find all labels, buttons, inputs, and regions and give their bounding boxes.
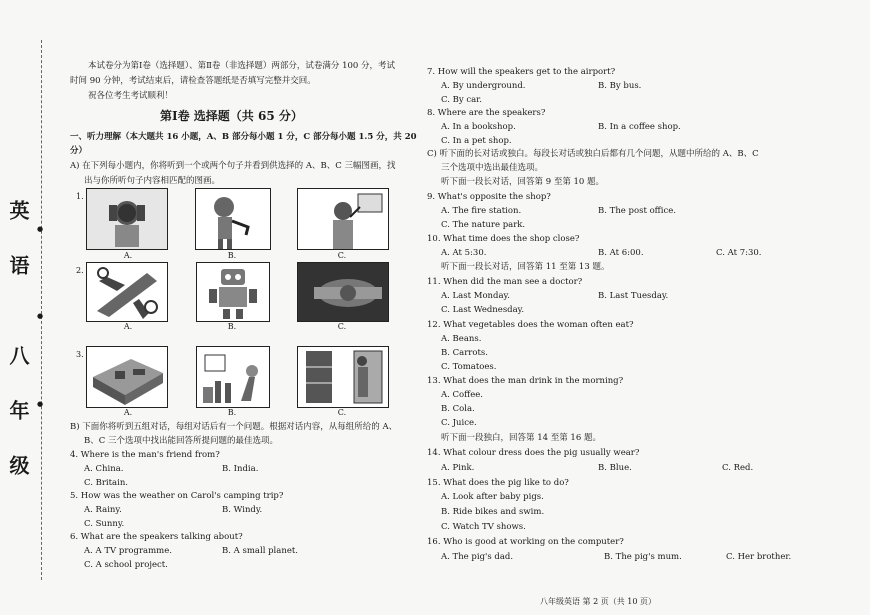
option-a[interactable]: A. A TV programme. [84,546,172,556]
intro-line: 时间 90 分钟，考试结束后，请检查答题纸是否填写完整并交回。 [70,76,316,86]
picture-row-number: 2. [76,266,84,275]
option-c[interactable]: C. A school project. [84,560,168,570]
question-stem: 9. What's opposite the shop? [427,192,551,202]
question-stem: 5. How was the weather on Carol's camping trip? [70,491,284,501]
part-a-instruction: A) 在下列每小题内，你将听到一个或两个句子并看到供选择的 A、B、C 三幅图画，找 [70,161,396,171]
binding-line [41,40,42,580]
option-a[interactable]: A. By underground. [441,81,526,91]
option-a[interactable]: A. China. [84,464,124,474]
option-a[interactable]: A. Rainy. [84,505,122,515]
question-stem: 14. What colour dress does the pig usually wear? [427,448,640,458]
part-a-instruction: 出与你所听句子内容相匹配的图画。 [84,176,221,186]
option-c[interactable]: C. By car. [441,95,483,105]
option-c[interactable]: C. Her brother. [726,552,792,562]
part-b-instruction: B、C 三个选项中找出能回答所提问题的最佳选项。 [84,436,278,446]
option-b[interactable]: B. At 6:00. [598,248,644,258]
room-model-icon[interactable] [86,346,168,408]
option-b[interactable]: B. Cola. [441,404,475,414]
question-stem: 12. What vegetables does the woman often eat? [427,320,634,330]
question-stem: 8. Where are the speakers? [427,108,546,118]
option-b[interactable]: B. The post office. [598,206,676,216]
picture-label: B. [227,322,237,331]
intro-line: 祝各位考生考试顺利！ [88,91,174,101]
option-b[interactable]: B. The pig's mum. [604,552,682,562]
option-c[interactable]: C. The nature park. [441,220,526,230]
option-a[interactable]: A. The fire station. [441,206,522,216]
option-a[interactable]: A. Pink. [441,463,475,473]
option-b[interactable]: B. India. [222,464,259,474]
grade-label: 八 年 级 [6,345,30,489]
picture-label: C. [337,408,347,417]
part1-heading: 一、听力理解（本大题共 16 小题，A、B 部分每小题 1 分，C 部分每小题 1.5 分，共 20 [70,132,417,142]
shelf-and-door-icon[interactable] [297,346,389,408]
option-a[interactable]: A. Beans. [441,334,482,344]
option-c[interactable]: C. Watch TV shows. [441,522,526,532]
page-footer: 八年级英语 第 2 页（共 10 页） [540,597,656,606]
option-c[interactable]: C. Tomatoes. [441,362,497,372]
section-title: 第Ⅰ卷 选择题（共 65 分） [160,109,303,123]
science-lab-icon[interactable] [196,346,270,408]
listening-note: 听下面一段长对话，回答第 11 至第 13 题。 [441,262,610,272]
man-with-toothbrush-icon[interactable] [297,188,389,250]
robot-icon[interactable] [196,262,270,322]
option-b[interactable]: B. Blue. [598,463,632,473]
stomachache-boy-icon[interactable] [195,188,271,250]
headache-boy-icon[interactable] [86,188,168,250]
question-stem: 11. When did the man see a doctor? [427,277,583,287]
binding-mark: ● [37,225,44,233]
option-c[interactable]: C. Britain. [84,478,129,488]
option-a[interactable]: A. Coffee. [441,390,483,400]
option-b[interactable]: B. Ride bikes and swim. [441,507,545,517]
option-b[interactable]: B. Windy. [222,505,263,515]
intro-line: 本试卷分为第Ⅰ卷（选择题）、第Ⅱ卷（非选择题）两部分，试卷满分 100 分，考试 [88,61,396,71]
option-c[interactable]: C. Last Wednesday. [441,305,525,315]
option-a[interactable]: A. In a bookshop. [441,122,516,132]
picture-label: C. [337,251,347,260]
picture-label: A. [123,322,133,331]
picture-row-number: 3. [76,350,84,359]
listening-note: 听下面一段独白，回答第 14 至第 16 题。 [441,433,601,443]
listening-note: 听下面一段长对话，回答第 9 至第 10 题。 [441,177,605,187]
question-stem: 7. How will the speakers get to the airport? [427,67,616,77]
option-b[interactable]: B. A small planet. [222,546,298,556]
option-a[interactable]: A. The pig's dad. [441,552,514,562]
binding-mark: ● [37,312,44,320]
option-c[interactable]: C. Juice. [441,418,477,428]
subject-label: 英 语 [6,200,30,289]
option-c[interactable]: C. In a pet shop. [441,136,512,146]
option-a[interactable]: A. Look after baby pigs. [441,492,544,502]
picture-label: A. [123,408,133,417]
option-c[interactable]: C. Sunny. [84,519,125,529]
part-c-instruction: C) 听下面的长对话或独白。每段长对话或独白后都有几个问题，从题中所给的 A、B、C [427,149,759,159]
picture-label: B. [227,408,237,417]
spaceship-icon[interactable] [86,262,168,322]
picture-label: A. [123,251,133,260]
option-b[interactable]: B. Carrots. [441,348,488,358]
question-stem: 10. What time does the shop close? [427,234,580,244]
question-stem: 13. What does the man drink in the morning? [427,376,624,386]
option-b[interactable]: B. By bus. [598,81,642,91]
part-c-instruction: 三个选项中选出最佳选项。 [441,163,544,173]
space-station-icon[interactable] [297,262,389,322]
question-stem: 16. Who is good at working on the computer? [427,537,624,547]
part1-heading: 分） [70,146,88,156]
binding-mark: ● [37,400,44,408]
question-stem: 6. What are the speakers talking about? [70,532,243,542]
option-a[interactable]: A. Last Monday. [441,291,510,301]
option-b[interactable]: B. In a coffee shop. [598,122,681,132]
question-stem: 15. What does the pig like to do? [427,478,569,488]
picture-row-number: 1. [76,192,84,201]
option-c[interactable]: C. Red. [722,463,754,473]
question-stem: 4. Where is the man's friend from? [70,450,220,460]
picture-label: B. [227,251,237,260]
picture-label: C. [337,322,347,331]
option-b[interactable]: B. Last Tuesday. [598,291,669,301]
part-b-instruction: B) 下面你将听到五组对话，每组对话后有一个问题。根据对话内容，从每组所给的 A、 [70,422,398,432]
option-c[interactable]: C. At 7:30. [716,248,762,258]
option-a[interactable]: A. At 5:30. [441,248,487,258]
